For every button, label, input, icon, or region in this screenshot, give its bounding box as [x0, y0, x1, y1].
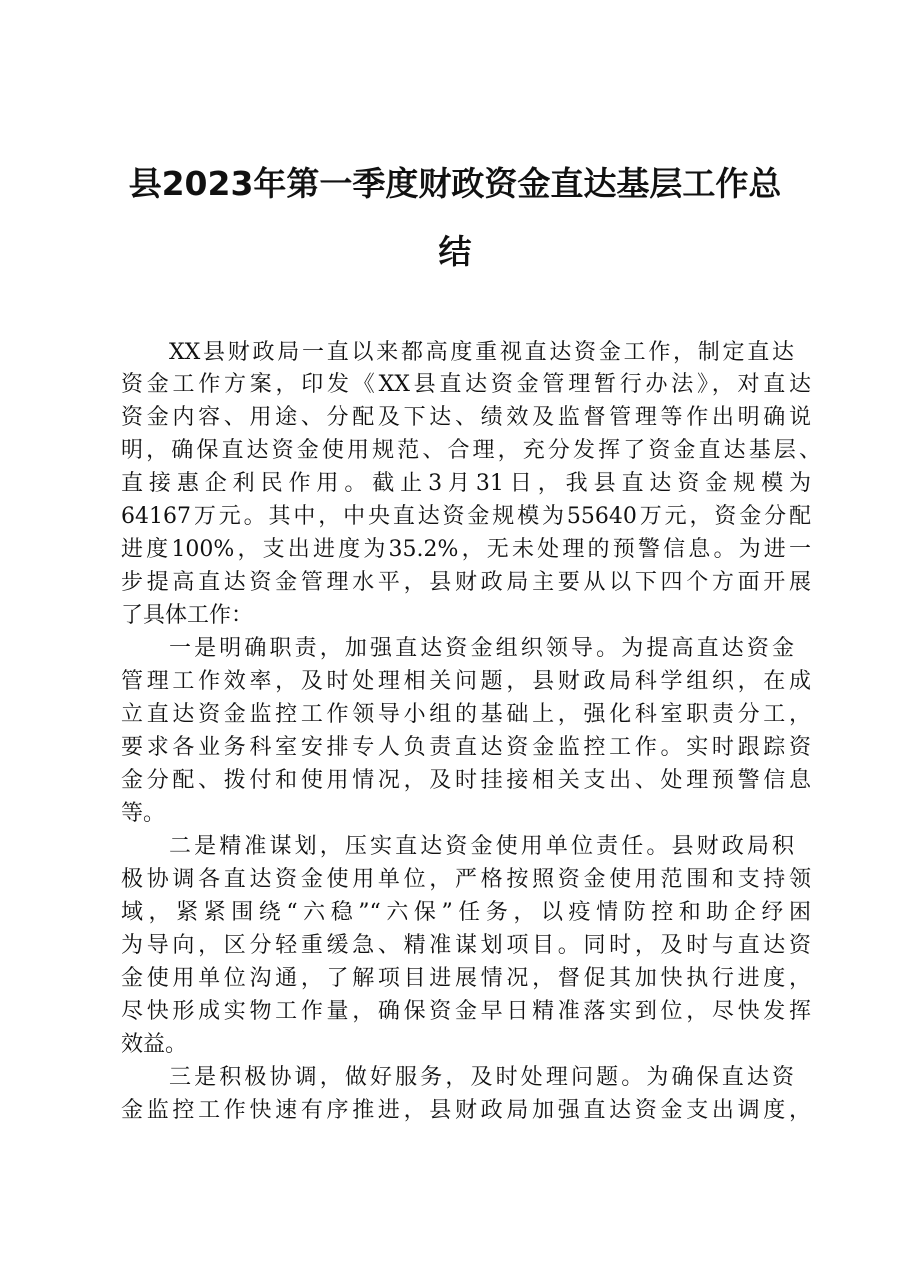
body-line: 管理工作效率，及时处理相关问题，县财政局科学组织，在成 [121, 669, 811, 694]
body-line: 二是精准谋划，压实直达资金使用单位责任。县财政局积 [169, 834, 794, 859]
body-line: 进度100%，支出进度为35.2%，无未处理的预警信息。为进一 [121, 537, 811, 562]
body-line: 了具体工作： [121, 603, 254, 628]
body-line: 一是明确职责，加强直达资金组织领导。为提高直达资金 [169, 636, 794, 661]
document-title-line1: 县2023年第一季度财政资金直达基层工作总 [128, 164, 782, 203]
body-line: 金使用单位沟通，了解项目进展情况，督促其加快执行进度， [121, 966, 811, 991]
body-line: 极协调各直达资金使用单位，严格按照资金使用范围和支持领 [121, 867, 811, 892]
body-line: 步提高直达资金管理水平，县财政局主要从以下四个方面开展 [121, 570, 811, 595]
body-line: 直接惠企利民作用。截止3月31日，我县直达资金规模为 [121, 471, 811, 496]
body-line: 为导向，区分轻重缓急、精准谋划项目。同时，及时与直达资 [121, 933, 811, 958]
body-line: XX县财政局一直以来都高度重视直达资金工作，制定直达 [169, 340, 794, 365]
body-line: 立直达资金监控工作领导小组的基础上，强化科室职责分工， [121, 702, 811, 727]
document-title-line2: 结 [438, 232, 472, 271]
body-line: 三是积极协调，做好服务，及时处理问题。为确保直达资 [169, 1065, 794, 1090]
body-line: 域，紧紧围绕“六稳”“六保”任务，以疫情防控和助企纾困 [121, 900, 811, 925]
body-line: 金监控工作快速有序推进，县财政局加强直达资金支出调度， [121, 1098, 811, 1123]
body-line: 要求各业务科室安排专人负责直达资金监控工作。实时跟踪资 [121, 735, 811, 760]
body-line: 资金工作方案，印发《XX县直达资金管理暂行办法》，对直达 [121, 372, 811, 397]
body-line: 等。 [121, 801, 166, 826]
body-line: 明，确保直达资金使用规范、合理，充分发挥了资金直达基层、 [121, 438, 821, 463]
body-line: 效益。 [121, 1032, 188, 1057]
body-line: 64167万元。其中，中央直达资金规模为55640万元，资金分配 [121, 504, 811, 529]
body-line: 尽快形成实物工作量，确保资金早日精准落实到位，尽快发挥 [121, 999, 811, 1024]
body-line: 资金内容、用途、分配及下达、绩效及监督管理等作出明确说 [121, 405, 811, 430]
body-line: 金分配、拨付和使用情况，及时挂接相关支出、处理预警信息 [121, 768, 811, 793]
